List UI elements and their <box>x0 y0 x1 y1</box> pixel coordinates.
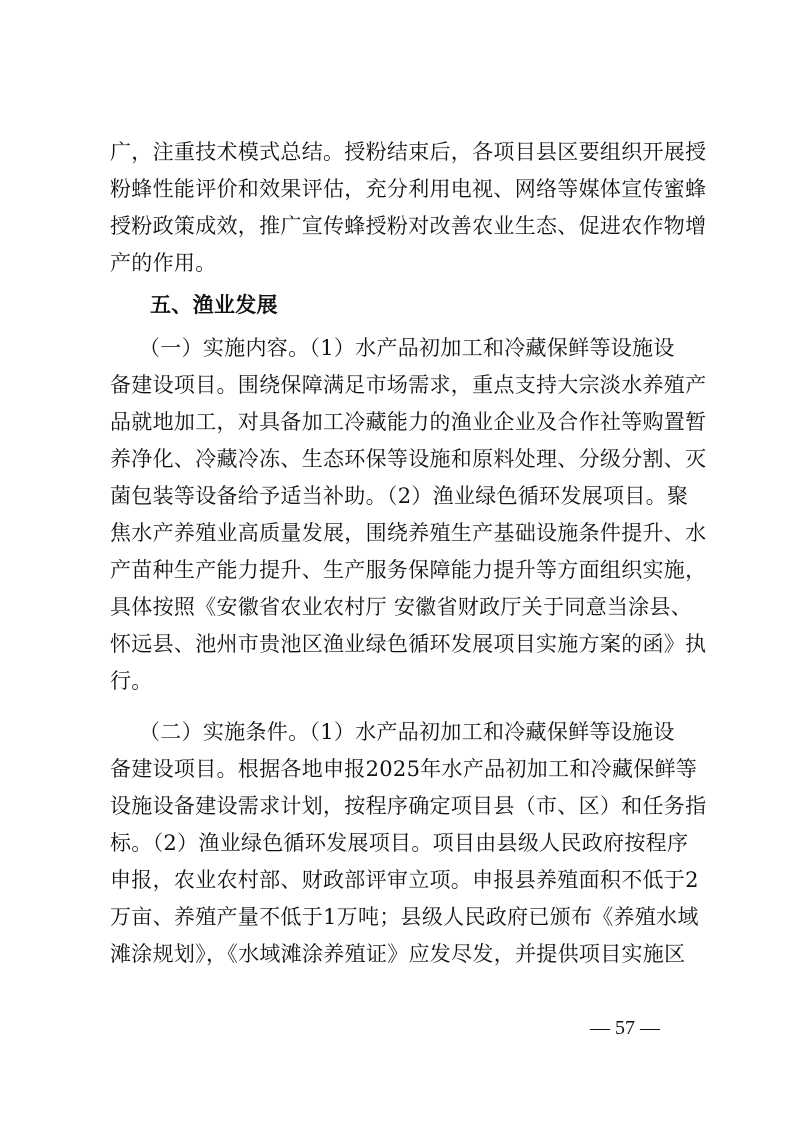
text-line: 怀远县、池州市贵池区渔业绿色循环发展项目实施方案的函》执 <box>110 632 707 656</box>
text-line: 产的作用。 <box>110 251 217 275</box>
text-line: 备建设项目。围绕保障满足市场需求，重点支持大宗淡水养殖产 <box>110 373 707 397</box>
text-line: 品就地加工，对具备加工冷藏能力的渔业企业及合作社等购置暂 <box>110 410 707 434</box>
text-line: 广，注重技术模式总结。授粉结束后，各项目县区要组织开展授 <box>110 140 707 164</box>
text-line: 标。（2）渔业绿色循环发展项目。项目由县级人民政府按程序 <box>110 831 689 855</box>
text-line: 菌包装等设备给予适当补助。（2）渔业绿色循环发展项目。聚 <box>110 484 689 508</box>
text-line: 申报，农业农村部、财政部评审立项。申报县养殖面积不低于2 <box>110 868 699 892</box>
section-heading: 五、渔业发展 <box>150 293 278 317</box>
text-line: 养净化、冷藏冷冻、生态环保等设施和原料处理、分级分割、灭 <box>110 447 707 471</box>
text-line: 粉蜂性能评价和效果评估，充分利用电视、网络等媒体宣传蜜蜂 <box>110 177 707 201</box>
text-line: 产苗种生产能力提升、生产服务保障能力提升等方面组织实施， <box>110 558 707 582</box>
paragraph-start-line: （二）实施条件。（1）水产品初加工和冷藏保鲜等设施设 <box>139 720 675 744</box>
text-line: 备建设项目。根据各地申报2025年水产品初加工和冷藏保鲜等 <box>110 757 698 781</box>
text-line: 具体按照《安徽省农业农村厅 安徽省财政厅关于同意当涂县、 <box>110 595 693 619</box>
text-line: 焦水产养殖业高质量发展，围绕养殖生产基础设施条件提升、水 <box>110 521 707 545</box>
page-number: — 57 — <box>590 1017 660 1039</box>
paragraph-start-line: （一）实施内容。（1）水产品初加工和冷藏保鲜等设施设 <box>139 336 675 360</box>
text-line: 设施设备建设需求计划，按程序确定项目县（市、区）和任务指 <box>110 794 707 818</box>
text-line: 万亩、养殖产量不低于1万吨；县级人民政府已颁布《养殖水域 <box>110 905 699 929</box>
text-line: 授粉政策成效，推广宣传蜂授粉对改善农业生态、促进农作物增 <box>110 214 707 238</box>
text-line: 行。 <box>110 669 153 693</box>
text-line: 滩涂规划》，《水域滩涂养殖证》应发尽发，并提供项目实施区 <box>110 942 686 966</box>
